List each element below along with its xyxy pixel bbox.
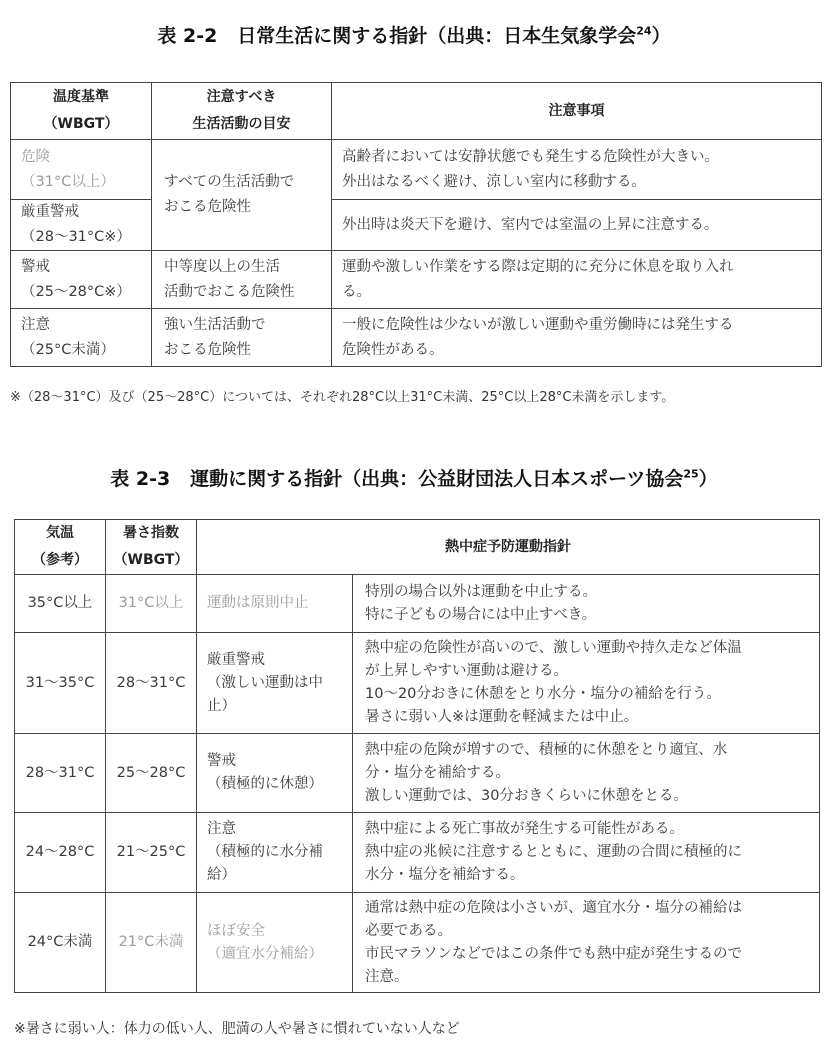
- notes-cell: 熱中症の危険が増すので、積極的に休憩をとり適宜、水 分・塩分を補給する。 激しい運動では、30分おきくらいに休憩をとる。: [353, 734, 820, 813]
- temp-cell: 31～35°C: [15, 633, 106, 734]
- table-row: [11, 200, 822, 251]
- notes-cell: 熱中症による死亡事故が発生する可能性がある。 熱中症の兆候に注意するとともに、運動の合間に積極的に 水分・塩分を補給する。: [353, 813, 820, 893]
- header-notes: 注意事項: [332, 83, 822, 140]
- level-cell: 厳重警戒 （激しい運動は中 止）: [197, 633, 353, 734]
- table1-caption: [0, 21, 828, 48]
- table1-caption-close: ）: [651, 25, 671, 47]
- table1-caption-text: 日常生活に関する指針（出典：日本生気象学会: [237, 25, 637, 47]
- table-header-row: [15, 520, 820, 575]
- level-cell: 運動は原則中止: [197, 575, 353, 633]
- table-row: [15, 893, 820, 993]
- temp-cell: 28～31°C: [15, 734, 106, 813]
- temp-cell: 24°C未満: [15, 893, 106, 993]
- level-cell: 警戒 （積極的に休憩）: [197, 734, 353, 813]
- wbgt-cell: 31°C以上: [106, 575, 197, 633]
- table-row: [11, 251, 822, 309]
- activity-cell: 中等度以上の生活 活動でおこる危険性: [152, 251, 332, 309]
- level-cell: 注意 （25°C未満）: [11, 309, 152, 367]
- notes-cell: 運動や激しい作業をする際は定期的に充分に休息を取り入れ る。: [332, 251, 822, 309]
- wbgt-cell: 28～31°C: [106, 633, 197, 734]
- temp-cell: 24～28°C: [15, 813, 106, 893]
- notes-cell: 通常は熱中症の危険は小さいが、適宜水分・塩分の補給は 必要である。 市民マラソンなどではこの条件でも熱中症が発生するので 注意。: [353, 893, 820, 993]
- activity-cell-merged: すべての生活活動で おこる危険性: [152, 140, 332, 251]
- level-cell: 危険 （31°C以上）: [11, 140, 152, 200]
- table1-caption-label: 表 2-2: [157, 25, 218, 47]
- table-row: [15, 575, 820, 633]
- notes-cell: 一般に危険性は少ないが激しい運動や重労働時には発生する 危険性がある。: [332, 309, 822, 367]
- table-row: [11, 309, 822, 367]
- header-air-temp: 気温 （参考）: [15, 520, 106, 575]
- table2-caption-close: ）: [698, 468, 718, 490]
- daily-life-guideline-table: [10, 82, 822, 367]
- level-cell: 警戒 （25～28°C※）: [11, 251, 152, 309]
- table1-footnote: ※（28～31°C）及び（25～28°C）については、それぞれ28°C以上31°C未満、25°C以上28°C未満を示します。: [10, 390, 675, 405]
- header-guideline: 熱中症予防運動指針: [197, 520, 820, 575]
- table-row: [15, 633, 820, 734]
- notes-cell: 高齢者においては安静状態でも発生する危険性が大きい。 外出はなるべく避け、涼しい室内に移動する。: [332, 140, 822, 200]
- wbgt-cell: 25～28°C: [106, 734, 197, 813]
- wbgt-cell: 21°C未満: [106, 893, 197, 993]
- notes-cell: 熱中症の危険性が高いので、激しい運動や持久走など体温 が上昇しやすい運動は避ける。 10～20分おきに休憩をとり水分・塩分の補給を行う。 暑さに弱い人※は運動を軽減または中止。: [353, 633, 820, 734]
- table-row: [15, 734, 820, 813]
- activity-cell: 強い生活活動で おこる危険性: [152, 309, 332, 367]
- level-cell: 注意 （積極的に水分補 給）: [197, 813, 353, 893]
- table2-footnote: ※暑さに弱い人：体力の低い人、肥満の人や暑さに慣れていない人など: [14, 1021, 460, 1037]
- table2-caption: [0, 464, 828, 491]
- level-cell: ほぼ安全 （適宜水分補給）: [197, 893, 353, 993]
- table1-caption-ref: 24: [636, 24, 652, 38]
- temp-cell: 35°C以上: [15, 575, 106, 633]
- header-temp-standard: 温度基準 （WBGT）: [11, 83, 152, 140]
- table-header-row: [11, 83, 822, 140]
- header-activity: 注意すべき 生活活動の目安: [152, 83, 332, 140]
- level-cell: 厳重警戒 （28～31°C※）: [11, 200, 152, 251]
- notes-cell: 特別の場合以外は運動を中止する。 特に子どもの場合には中止すべき。: [353, 575, 820, 633]
- header-wbgt: 暑さ指数 （WBGT）: [106, 520, 197, 575]
- notes-cell: 外出時は炎天下を避け、室内では室温の上昇に注意する。: [332, 200, 822, 251]
- table2-caption-ref: 25: [683, 467, 699, 481]
- exercise-guideline-table: [14, 519, 820, 993]
- wbgt-cell: 21～25°C: [106, 813, 197, 893]
- table-row: [11, 140, 822, 200]
- table2-caption-label: 表 2-3: [110, 468, 171, 490]
- table-row: [15, 813, 820, 893]
- table2-caption-text: 運動に関する指針（出典：公益財団法人日本スポーツ協会: [190, 468, 684, 490]
